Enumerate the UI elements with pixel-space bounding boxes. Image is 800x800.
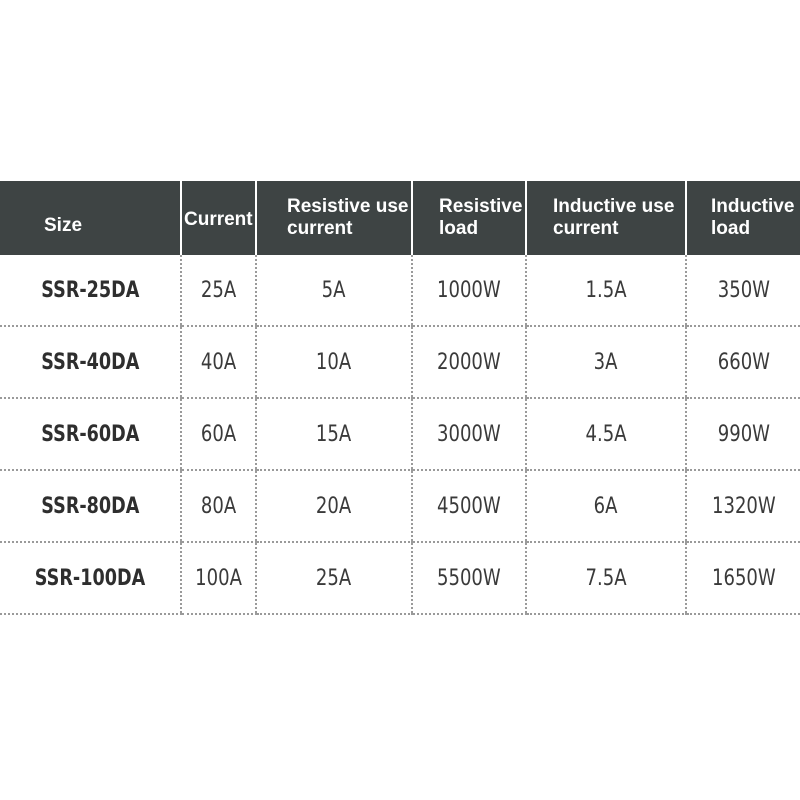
cell-resistive-load: 5500W [412,542,526,614]
cell-inductive-current: 7.5A [526,542,686,614]
cell-resistive-current: 15A [256,398,412,470]
cell-inductive-current: 3A [526,326,686,398]
header-inductive-current: Inductive use current [526,181,686,255]
table-row [0,326,800,398]
cell-resistive-current: 25A [256,542,412,614]
cell-inductive-current: 4.5A [526,398,686,470]
cell-resistive-current: 10A [256,326,412,398]
cell-current: 80A [181,470,256,542]
cell-inductive-load: 1320W [686,470,800,542]
header-current: Current [181,181,256,255]
cell-inductive-current: 1.5A [526,255,686,326]
cell-inductive-load: 350W [686,255,800,326]
cell-current: 100A [181,542,256,614]
cell-resistive-load: 1000W [412,255,526,326]
cell-inductive-load: 990W [686,398,800,470]
cell-resistive-current: 5A [256,255,412,326]
header-resistive-load: Resistive load [412,181,526,255]
table-row [0,470,800,542]
cell-inductive-load: 1650W [686,542,800,614]
table-row [0,255,800,326]
header-size: Size [0,181,181,255]
ssr-spec-table [0,181,800,615]
cell-resistive-load: 4500W [412,470,526,542]
cell-resistive-load: 3000W [412,398,526,470]
cell-current: 25A [181,255,256,326]
table-row [0,398,800,470]
cell-size: SSR-60DA [0,398,181,470]
cell-resistive-current: 20A [256,470,412,542]
cell-size: SSR-25DA [0,255,181,326]
cell-inductive-load: 660W [686,326,800,398]
header-resistive-current: Resistive use current [256,181,412,255]
header-inductive-load: Inductive load [686,181,800,255]
cell-size: SSR-40DA [0,326,181,398]
cell-current: 60A [181,398,256,470]
table-header [0,181,800,255]
header-row [0,181,800,255]
cell-size: SSR-100DA [0,542,181,614]
table-row [0,542,800,614]
table-body [0,255,800,614]
cell-current: 40A [181,326,256,398]
cell-size: SSR-80DA [0,470,181,542]
cell-inductive-current: 6A [526,470,686,542]
cell-resistive-load: 2000W [412,326,526,398]
